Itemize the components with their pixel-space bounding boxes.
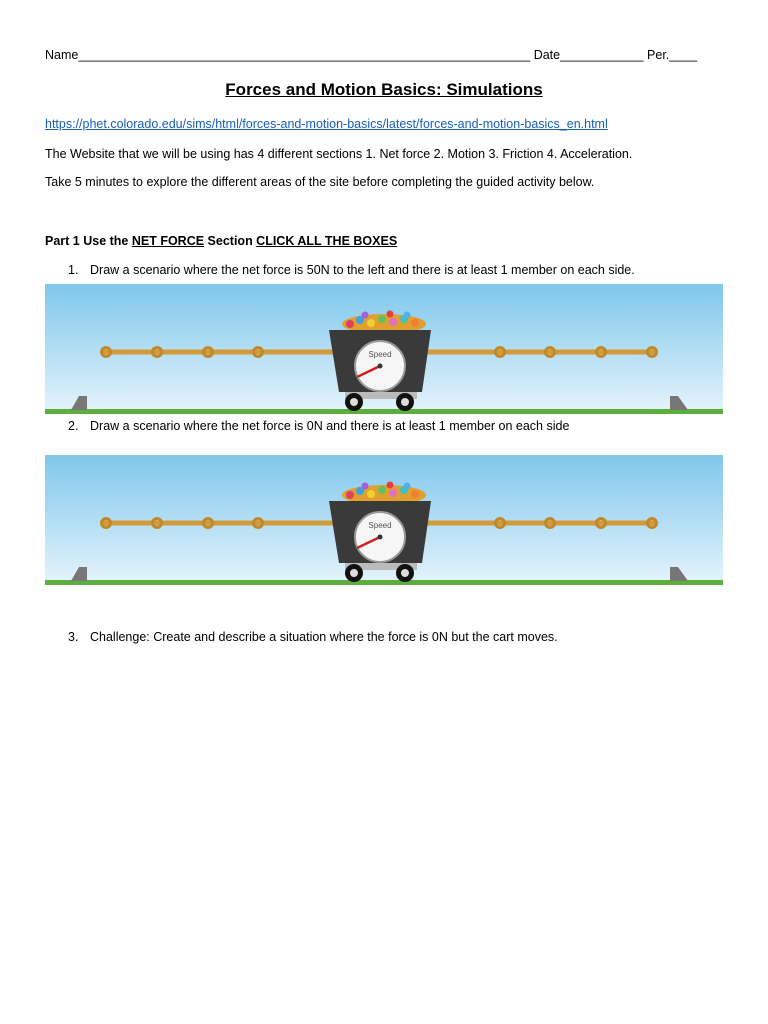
part1-middle: Section — [204, 234, 257, 248]
name-field[interactable]: _________________________________________________________________ — [78, 48, 531, 62]
per-label: Per. — [647, 48, 670, 62]
name-label: Name — [45, 48, 79, 62]
intro-text: The Website that we will be using has 4 different sections 1. Net force 2. Motion 3. Friction 4. Acceleration. — [45, 147, 633, 161]
question-text: Draw a scenario where the net force is 50N to the left and there is at least 1 member on each side. — [90, 263, 635, 277]
phet-link[interactable]: https://phet.colorado.edu/sims/html/forces-and-motion-basics/latest/forces-and-motion-basics_en.html — [45, 117, 608, 131]
simulation-image-1 — [45, 284, 723, 414]
part1-section: NET FORCE — [131, 234, 205, 248]
part1-action: CLICK ALL THE BOXES — [256, 234, 398, 248]
header-line — [45, 48, 718, 62]
question-text: Challenge: Create and describe a situation where the force is 0N but the cart moves. — [90, 630, 558, 644]
question-text: Draw a scenario where the net force is 0N and there is at least 1 member on each side — [90, 419, 570, 433]
part1-heading — [45, 234, 397, 248]
speedometer-label: Speed — [368, 521, 392, 530]
question-1 — [68, 263, 635, 277]
question-3 — [68, 630, 558, 644]
question-number: 2. — [68, 419, 79, 433]
grass — [45, 409, 723, 414]
date-field[interactable]: ____________ — [560, 48, 644, 62]
instructions-text: Take 5 minutes to explore the different areas of the site before completing the guided activity below. — [45, 175, 595, 189]
simulation-image-2 — [45, 455, 723, 585]
question-2 — [68, 419, 569, 433]
question-number: 1. — [68, 263, 79, 277]
date-label: Date — [533, 48, 561, 62]
question-number: 3. — [68, 630, 79, 644]
speedometer-label: Speed — [368, 350, 392, 359]
page-title: Forces and Motion Basics: Simulations — [225, 80, 543, 99]
period-field[interactable]: ____ — [669, 48, 698, 62]
part1-label: Part 1 Use the — [45, 234, 132, 248]
grass — [45, 580, 723, 585]
